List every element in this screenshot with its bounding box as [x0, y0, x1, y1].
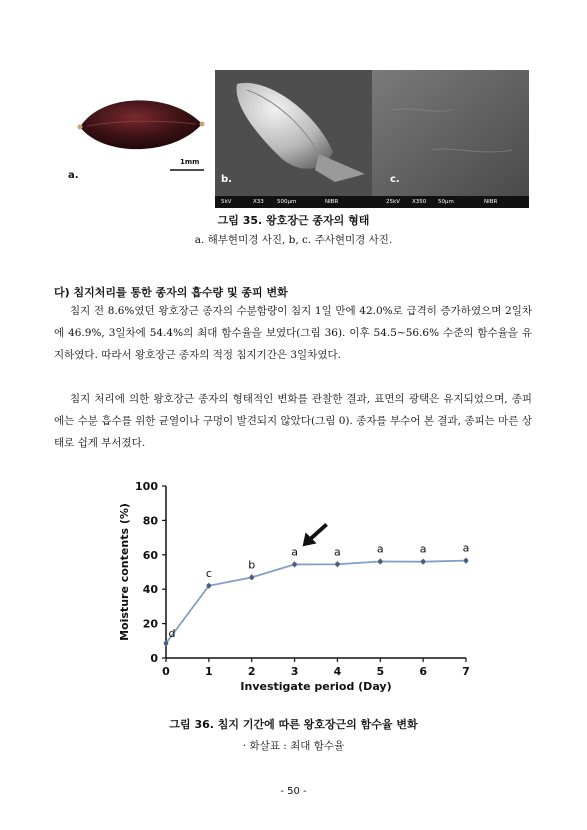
point-letter-label: a: [462, 541, 470, 555]
point-letter-label: b: [248, 558, 256, 572]
panel-a-label: a.: [68, 170, 79, 181]
point-letter-label: a: [376, 542, 384, 556]
sem-scale-b: 500μm: [277, 199, 297, 205]
paragraph-2: [54, 388, 532, 454]
data-point: [378, 559, 383, 564]
point-letter-label: d: [168, 627, 176, 641]
sem-info-bar-b: [215, 196, 372, 208]
figure35-caption: 그림 35. 왕호장근 종자의 형태: [217, 214, 370, 227]
y-tick-label: 80: [142, 514, 158, 528]
sem-info-bar-c: [372, 196, 529, 208]
sem-scale-c: 50μm: [438, 199, 454, 205]
data-point: [164, 641, 169, 646]
data-point: [207, 583, 212, 588]
x-tick-label: 5: [376, 665, 385, 678]
figure36-caption: 그림 36. 침지 기간에 따른 왕호장근의 함수율 변화: [169, 718, 418, 731]
y-tick-label: 60: [142, 548, 158, 562]
moisture-chart: [100, 474, 500, 704]
sem-seed-illustration: [215, 70, 372, 196]
x-tick-label: 0: [162, 665, 170, 678]
data-point: [335, 562, 340, 567]
point-letter-label: a: [419, 542, 427, 556]
paragraph-1: [54, 300, 532, 366]
y-tick-label: 100: [135, 480, 158, 493]
sem-magnification-b: X33: [253, 199, 264, 205]
sem-org-c: NIBR: [484, 199, 498, 205]
section-heading: 다) 침지처리를 통한 종자의 흡수량 및 종피 변화: [54, 286, 288, 299]
seed-photo-panel-a: [62, 72, 212, 190]
sem-voltage-c: 25kV: [386, 199, 400, 205]
x-tick-label: 3: [290, 665, 299, 678]
sem-photo-panel-c: [372, 70, 529, 208]
y-axis-label: Moisture contents (%): [118, 503, 131, 641]
x-tick-label: 6: [419, 665, 427, 678]
data-point: [421, 559, 426, 564]
x-tick-label: 1: [205, 665, 213, 678]
data-point: [249, 575, 254, 580]
point-letter-label: a: [334, 545, 341, 559]
x-axis-label: Investigate period (Day): [240, 680, 392, 693]
figure36-note: · 화살표 : 최대 함수율: [242, 740, 345, 752]
data-point: [464, 558, 469, 563]
y-tick-label: 40: [142, 583, 158, 597]
sem-photo-panel-b: [215, 70, 372, 208]
page-number: - 50 -: [280, 786, 307, 797]
sem-voltage-b: 5kV: [221, 199, 232, 205]
point-letter-label: c: [205, 566, 212, 580]
data-point: [292, 562, 297, 567]
sem-org-b: NIBR: [325, 199, 339, 205]
scale-label-a: 1mm: [180, 158, 200, 166]
panel-c-label: c.: [390, 174, 400, 185]
seed-photo-illustration: [62, 72, 212, 190]
point-letter-label: a: [291, 545, 298, 559]
y-tick-label: 0: [150, 652, 158, 665]
x-tick-label: 7: [462, 665, 470, 678]
y-tick-label: 20: [142, 617, 158, 631]
x-tick-label: 2: [247, 665, 256, 678]
paragraph-2-text: 침지 처리에 의한 왕호장근 종자의 형태적인 변화를 관찰한 결과, 표면의 광택은 유지되었으며, 종피에는 수분 흡수를 위한 균열이나 구멍이 발견되지 않았다(그림 0). 종자를 부수어 본 결과, 종피는 마른 상태로 쉽게 부서졌다.: [54, 393, 532, 449]
sem-magnification-c: X350: [412, 199, 427, 205]
figure35-subcaption: a. 해부현미경 사진, b, c. 주사현미경 사진.: [194, 234, 393, 246]
x-tick-label: 4: [333, 665, 342, 678]
panel-b-label: b.: [221, 174, 232, 185]
paragraph-1-text: 침지 전 8.6%였던 왕호장근 종자의 수분함량이 침지 1일 만에 42.0%로 급격히 증가하였으며 2일차에 46.9%, 3일차에 54.4%의 최대 함수율을 보였다(그림 36). 이후 54.5~56.6% 수준의 함수율을 유지하였다. 따라서 왕호장근 종자의 적정 침지기간은 3일차였다.: [54, 305, 532, 361]
moisture-chart-svg: [100, 474, 500, 704]
